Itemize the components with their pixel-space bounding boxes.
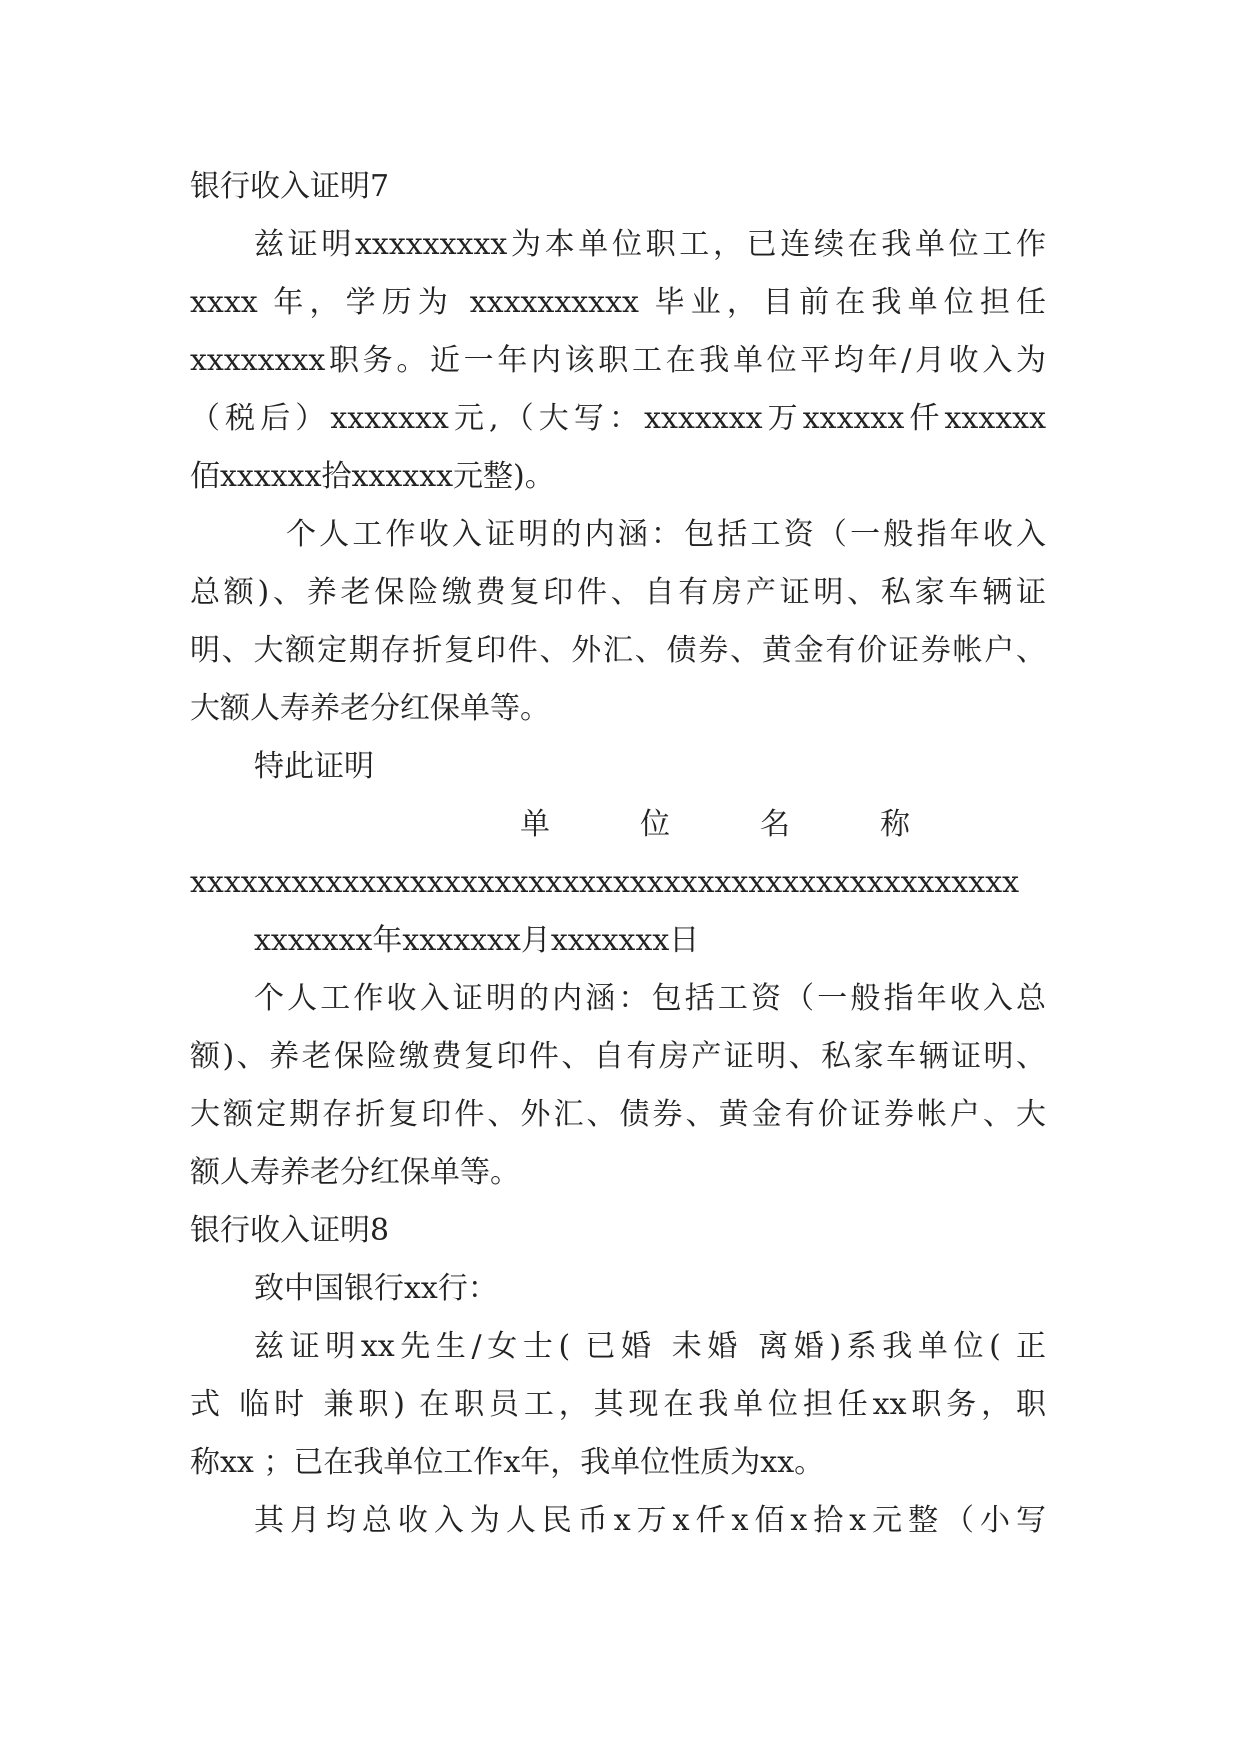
paragraph-line: 个人工作收入证明的内涵：包括工资（一般指年收入: [286, 517, 1046, 552]
section-8-paragraph-1: [190, 1318, 1046, 1492]
paragraph-line: 大额人寿养老分红保单等。: [190, 691, 550, 726]
paragraph-line: 大额定期存折复印件、外汇、债券、黄金有价证券帐户、大: [190, 1097, 1046, 1132]
unit-name-label: 单 位 名 称: [520, 807, 910, 842]
section-8-paragraph-2: [190, 1492, 1046, 1550]
greeting: 致中国银行xx行：: [254, 1271, 498, 1306]
document-page: [190, 158, 1046, 1550]
signature-date: xxxxxxx年xxxxxxx月xxxxxxx日: [254, 923, 700, 958]
paragraph-line: xxxxxxxx职务。近一年内该职工在我单位平均年/月收入为: [190, 343, 1046, 378]
paragraph-line: 佰xxxxxx拾xxxxxx元整)。: [190, 459, 555, 494]
section-7-paragraph-3: [190, 970, 1046, 1202]
paragraph-line: 额)、养老保险缴费复印件、自有房产证明、私家车辆证明、: [190, 1039, 1046, 1074]
section-7-paragraph-2: [190, 506, 1046, 738]
paragraph-line: 式 临时 兼职) 在职员工，其现在我单位担任xx职务，职: [190, 1387, 1046, 1422]
paragraph-line: 称xx ；已在我单位工作x年，我单位性质为xx。: [190, 1445, 825, 1480]
paragraph-line: xxxx 年，学历为 xxxxxxxxxx 毕业，目前在我单位担任: [190, 285, 1046, 320]
section-7-title: 银行收入证明7: [190, 169, 390, 204]
paragraph-line: 总额)、养老保险缴费复印件、自有房产证明、私家车辆证: [190, 575, 1046, 610]
paragraph-line: 明、大额定期存折复印件、外汇、债券、黄金有价证券帐户、: [190, 633, 1046, 668]
section-7-paragraph-1: [190, 216, 1046, 506]
closing-statement: 特此证明: [254, 749, 374, 784]
paragraph-line: 兹证明xxxxxxxxx为本单位职工，已连续在我单位工作: [254, 227, 1046, 262]
paragraph-line: 额人寿养老分红保单等。: [190, 1155, 520, 1190]
paragraph-line: 其月均总收入为人民币x万x仟x佰x拾x元整（小写: [254, 1503, 1046, 1538]
paragraph-line: （税后）xxxxxxx元,（大写：xxxxxxx万xxxxxx仟xxxxxx: [190, 401, 1046, 436]
paragraph-line: 兹证明xx先生/女士( 已婚 未婚 离婚)系我单位( 正: [254, 1329, 1046, 1364]
section-8-title: 银行收入证明8: [190, 1213, 390, 1248]
paragraph-line: 个人工作收入证明的内涵：包括工资（一般指年收入总: [254, 981, 1046, 1016]
unit-name-value: xxxxxxxxxxxxxxxxxxxxxxxxxxxxxxxxxxxxxxxxxxxxxxxxx: [190, 865, 1020, 900]
